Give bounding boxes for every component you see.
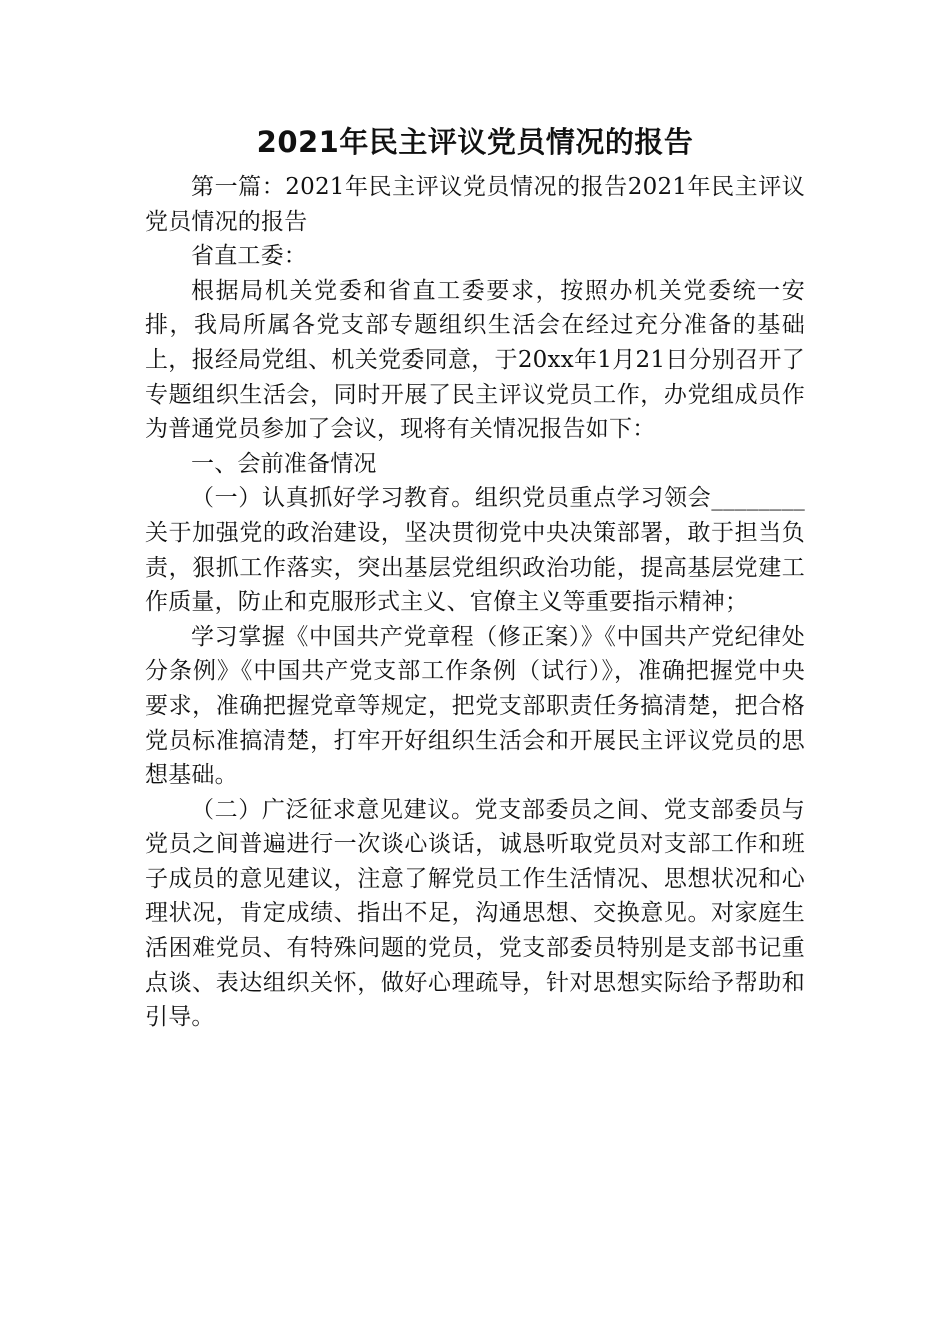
paragraph-background: 根据局机关党委和省直工委要求，按照办机关党委统一安排，我局所属各党支部专题组织生活会在经过充分准备的基础上，报经局党组、机关党委同意，于20xx年1月21日分别召开了专题组织生活会，同时开展了民主评议党员工作，办党组成员作为普通党员参加了会议，现将有关情况报告如下： <box>145 277 805 443</box>
document-title: 2021年民主评议党员情况的报告 <box>256 125 694 159</box>
paragraph-addressee: 省直工委： <box>191 243 307 270</box>
paragraph-study-regulations: 学习掌握《中国共产党章程（修正案）》《中国共产党纪律处分条例》《中国共产党支部工作条例（试行）》，准确把握党中央要求，准确把握党章等规定，把党支部职责任务搞清楚，把合格党员标准搞清楚，打牢开好组织生活会和开展民主评议党员的思想基础。 <box>145 623 805 789</box>
paragraph-study-education: （一）认真抓好学习教育。组织党员重点学习领会________关于加强党的政治建设，坚决贯彻党中央决策部署，敢于担当负责，狠抓工作落实，突出基层党组织政治功能，提高基层党建工作质量，防止和克服形式主义、官僚主义等重要指示精神； <box>145 485 805 616</box>
paragraph-solicit-opinions: （二）广泛征求意见建议。党支部委员之间、党支部委员与党员之间普遍进行一次谈心谈话，诚恳听取党员对支部工作和班子成员的意见建议，注意了解党员工作生活情况、思想状况和心理状况，肯定成绩、指出不足，沟通思想、交换意见。对家庭生活困难党员、有特殊问题的党员，党支部委员特别是支部书记重点谈、表达组织关怀，做好心理疏导，针对思想实际给予帮助和引导。 <box>145 796 805 1031</box>
paragraph-intro: 第一篇：2021年民主评议党员情况的报告2021年民主评议党员情况的报告 <box>145 174 805 235</box>
section-heading-preparation: 一、会前准备情况 <box>191 450 377 477</box>
document-page <box>145 118 805 1035</box>
